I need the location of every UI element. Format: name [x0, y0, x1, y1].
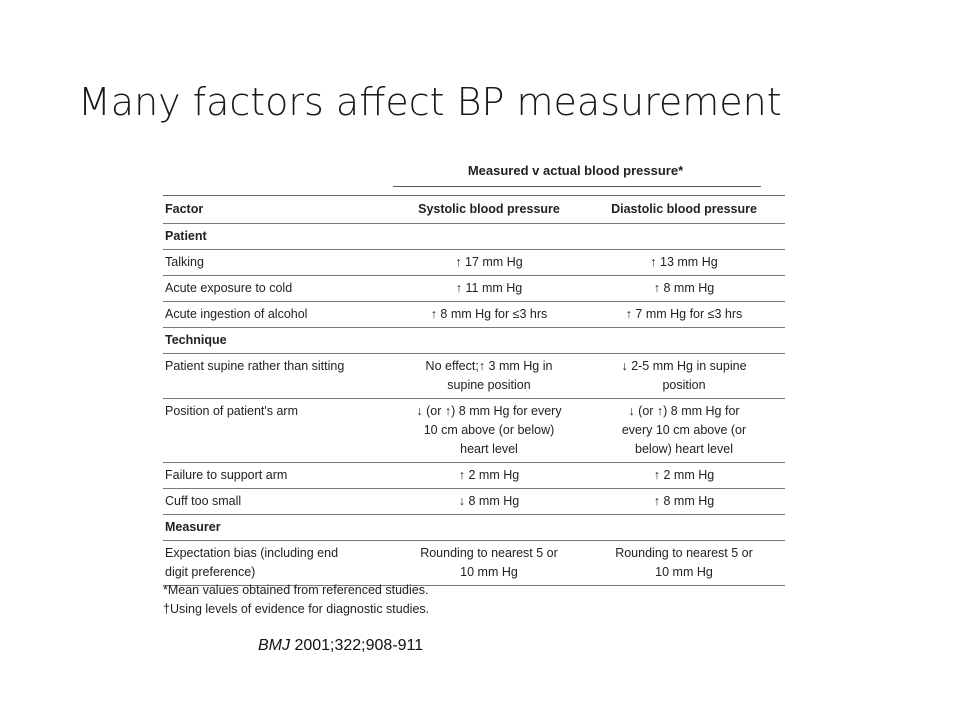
column-header-diastolic: Diastolic blood pressure: [583, 196, 785, 224]
slide-title: Many factors affect BP measurement: [78, 80, 782, 124]
table-row: [163, 399, 785, 463]
data-table: [163, 195, 785, 586]
table-super-header: Measured v actual blood pressure*: [467, 163, 684, 178]
systolic-cell: ↑ 17 mm Hg: [395, 250, 583, 276]
section-label: Technique: [163, 328, 785, 354]
table-header-row: [163, 196, 785, 224]
citation-reference: 2001;322;908-911: [290, 637, 424, 654]
factor-cell: Cuff too small: [163, 489, 395, 515]
systolic-cell: ↓ 8 mm Hg: [395, 489, 583, 515]
footnote: †Using levels of evidence for diagnostic studies.: [163, 602, 430, 616]
factor-cell: Expectation bias (including end digit preference): [163, 541, 395, 586]
table-row: [163, 250, 785, 276]
systolic-cell: Rounding to nearest 5 or 10 mm Hg: [395, 541, 583, 586]
systolic-cell: ↑ 8 mm Hg for ≤3 hrs: [395, 302, 583, 328]
column-header-systolic: Systolic blood pressure: [395, 196, 583, 224]
section-label: Measurer: [163, 515, 785, 541]
footnote: *Mean values obtained from referenced studies.: [163, 583, 429, 597]
table-footnotes: [163, 581, 429, 619]
diastolic-cell: ↓ 2-5 mm Hg in supine position: [583, 354, 785, 399]
factor-cell: Position of patient's arm: [163, 399, 395, 463]
factor-cell: Failure to support arm: [163, 463, 395, 489]
table-section-row: [163, 328, 785, 354]
factor-cell: Talking: [163, 250, 395, 276]
table-row: [163, 354, 785, 399]
table-section-row: [163, 224, 785, 250]
column-header-factor: Factor: [163, 196, 395, 224]
table-section-row: [163, 515, 785, 541]
citation-journal: BMJ: [258, 637, 290, 654]
diastolic-cell: ↑ 7 mm Hg for ≤3 hrs: [583, 302, 785, 328]
systolic-cell: ↑ 11 mm Hg: [395, 276, 583, 302]
diastolic-cell: ↑ 13 mm Hg: [583, 250, 785, 276]
systolic-cell: ↓ (or ↑) 8 mm Hg for every 10 cm above (or below) heart level: [395, 399, 583, 463]
diastolic-cell: ↓ (or ↑) 8 mm Hg for every 10 cm above (or below) heart level: [583, 399, 785, 463]
super-header-divider: [393, 186, 761, 187]
diastolic-cell: ↑ 8 mm Hg: [583, 276, 785, 302]
factor-cell: Patient supine rather than sitting: [163, 354, 395, 399]
table-row: [163, 489, 785, 515]
diastolic-cell: ↑ 8 mm Hg: [583, 489, 785, 515]
factor-cell: Acute ingestion of alcohol: [163, 302, 395, 328]
table-row: [163, 541, 785, 586]
section-label: Patient: [163, 224, 785, 250]
systolic-cell: No effect;↑ 3 mm Hg in supine position: [395, 354, 583, 399]
diastolic-cell: Rounding to nearest 5 or 10 mm Hg: [583, 541, 785, 586]
systolic-cell: ↑ 2 mm Hg: [395, 463, 583, 489]
table-row: [163, 302, 785, 328]
table-body: [163, 224, 785, 586]
diastolic-cell: ↑ 2 mm Hg: [583, 463, 785, 489]
citation: [258, 637, 423, 655]
table-row: [163, 276, 785, 302]
table-row: [163, 463, 785, 489]
factor-cell: Acute exposure to cold: [163, 276, 395, 302]
